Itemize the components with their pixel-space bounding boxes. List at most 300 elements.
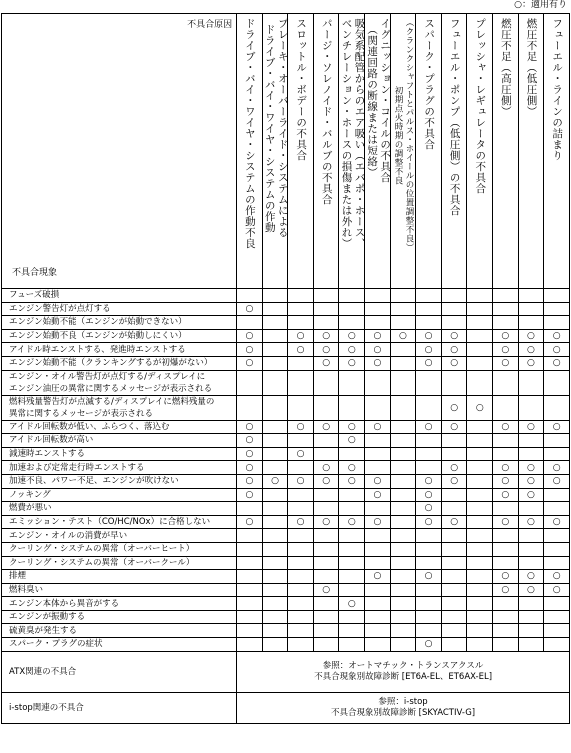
empty-cell: [544, 302, 570, 316]
applicable-mark: ○: [390, 329, 416, 343]
empty-cell: [262, 638, 288, 652]
empty-cell: [262, 502, 288, 516]
empty-cell: [262, 583, 288, 597]
empty-cell: [518, 502, 544, 516]
empty-cell: [365, 289, 391, 303]
empty-cell: [288, 316, 314, 330]
empty-cell: [416, 529, 442, 543]
empty-cell: [365, 597, 391, 611]
empty-cell: [390, 556, 416, 570]
legend: ○：適用有り: [514, 0, 567, 10]
empty-cell: [467, 370, 493, 395]
empty-cell: [390, 289, 416, 303]
applicable-mark: ○: [365, 329, 391, 343]
applicable-mark: ○: [416, 570, 442, 584]
applicable-mark: ○: [493, 343, 519, 357]
symptom-label: [2, 570, 237, 584]
empty-cell: [493, 556, 519, 570]
empty-cell: [313, 502, 339, 516]
empty-cell: [416, 302, 442, 316]
column-header-line: スロットル・ボデーの不具合: [295, 18, 308, 161]
empty-cell: [262, 370, 288, 395]
reference-line: 参照：オートマチック・トランスアクスル: [322, 660, 484, 671]
empty-cell: [339, 447, 365, 461]
empty-cell: [365, 556, 391, 570]
empty-cell: [441, 289, 467, 303]
empty-cell: [390, 302, 416, 316]
applicable-mark: ○: [262, 474, 288, 488]
applicable-mark: ○: [365, 570, 391, 584]
empty-cell: [544, 624, 570, 638]
empty-cell: [262, 515, 288, 529]
empty-cell: [544, 395, 570, 420]
column-header-label: [339, 18, 365, 249]
empty-cell: [544, 542, 570, 556]
empty-cell: [493, 370, 519, 395]
table-row: [2, 434, 570, 448]
empty-cell: [365, 370, 391, 395]
empty-cell: [262, 329, 288, 343]
symptom-label: [2, 624, 237, 638]
applicable-mark: ○: [544, 343, 570, 357]
applicable-mark: ○: [237, 302, 263, 316]
empty-cell: [313, 570, 339, 584]
applicable-mark: ○: [313, 356, 339, 370]
empty-cell: [262, 488, 288, 502]
empty-cell: [518, 370, 544, 395]
symptom-label: [2, 529, 237, 543]
empty-cell: [262, 542, 288, 556]
applicable-mark: ○: [493, 420, 519, 434]
empty-cell: [237, 570, 263, 584]
empty-cell: [467, 610, 493, 624]
column-header-label: [294, 18, 307, 161]
reference-label: ATX関連の不具合: [2, 651, 237, 692]
empty-cell: [467, 556, 493, 570]
empty-cell: [493, 610, 519, 624]
table-row: [2, 556, 570, 570]
applicable-mark: ○: [339, 434, 365, 448]
empty-cell: [467, 597, 493, 611]
empty-cell: [339, 624, 365, 638]
empty-cell: [262, 434, 288, 448]
symptom-label-line: エンジン警告灯が点灯する: [9, 303, 111, 314]
symptom-label-line: ノッキング: [9, 489, 51, 500]
applicable-mark: ○: [416, 502, 442, 516]
column-header-label: [243, 18, 256, 249]
empty-cell: [313, 488, 339, 502]
empty-cell: [237, 556, 263, 570]
applicable-mark: ○: [441, 474, 467, 488]
column-header: [237, 14, 263, 289]
symptom-label: [2, 461, 237, 475]
empty-cell: [313, 370, 339, 395]
applicable-mark: ○: [339, 597, 365, 611]
empty-cell: [365, 447, 391, 461]
table-row: [2, 624, 570, 638]
empty-cell: [416, 289, 442, 303]
applicable-mark: ○: [416, 343, 442, 357]
empty-cell: [365, 434, 391, 448]
applicable-mark: ○: [544, 329, 570, 343]
table-row: [2, 461, 570, 475]
empty-cell: [237, 542, 263, 556]
empty-cell: [416, 370, 442, 395]
empty-cell: [390, 461, 416, 475]
empty-cell: [467, 515, 493, 529]
empty-cell: [467, 447, 493, 461]
symptom-label-line: エンジン始動不能（エンジンが始動できない）: [9, 317, 187, 328]
column-header-line: （クランクシャフトとパルス・ホイールの位置調整不良）: [403, 18, 414, 252]
symptom-label: [2, 488, 237, 502]
column-header-label: [365, 18, 391, 183]
empty-cell: [390, 624, 416, 638]
empty-cell: [390, 395, 416, 420]
applicable-mark: ○: [339, 461, 365, 475]
empty-cell: [262, 597, 288, 611]
applicable-mark: ○: [237, 356, 263, 370]
empty-cell: [467, 343, 493, 357]
column-header-line: ブレーキ・オーバーライド・システムによる: [276, 18, 289, 238]
applicable-mark: ○: [518, 474, 544, 488]
empty-cell: [467, 329, 493, 343]
empty-cell: [416, 624, 442, 638]
applicable-mark: ○: [493, 515, 519, 529]
empty-cell: [467, 502, 493, 516]
column-header-line: ベンチレーション・ホースの損傷または外れ）: [340, 18, 353, 249]
empty-cell: [518, 434, 544, 448]
empty-cell: [390, 447, 416, 461]
empty-cell: [493, 434, 519, 448]
applicable-mark: ○: [237, 329, 263, 343]
empty-cell: [288, 624, 314, 638]
empty-cell: [365, 395, 391, 420]
applicable-mark: ○: [441, 515, 467, 529]
empty-cell: [262, 447, 288, 461]
empty-cell: [339, 316, 365, 330]
empty-cell: [313, 638, 339, 652]
column-header-line: ドライブ・バイ・ワイヤ・システムの作動不良: [243, 18, 256, 249]
empty-cell: [339, 395, 365, 420]
applicable-mark: ○: [365, 343, 391, 357]
empty-cell: [365, 624, 391, 638]
reference-row: [2, 692, 570, 723]
column-header: [339, 14, 365, 289]
column-header-line: 初期点火時期の調整不良: [392, 85, 403, 185]
column-header-line: 燃圧不足（高圧側）: [499, 18, 512, 117]
empty-cell: [365, 302, 391, 316]
empty-cell: [544, 370, 570, 395]
column-header-line: スパーク・プラグの不具合: [423, 18, 436, 150]
symptom-label: [2, 447, 237, 461]
symptom-label-line: 加速不良、パワー不足、エンジンが吹けない: [9, 476, 179, 487]
empty-cell: [313, 542, 339, 556]
empty-cell: [313, 289, 339, 303]
empty-cell: [313, 316, 339, 330]
empty-cell: [441, 542, 467, 556]
applicable-mark: ○: [493, 356, 519, 370]
empty-cell: [441, 610, 467, 624]
empty-cell: [390, 583, 416, 597]
empty-cell: [467, 316, 493, 330]
applicable-mark: ○: [313, 420, 339, 434]
empty-cell: [441, 502, 467, 516]
empty-cell: [237, 316, 263, 330]
applicable-mark: ○: [339, 356, 365, 370]
empty-cell: [416, 316, 442, 330]
empty-cell: [339, 570, 365, 584]
applicable-mark: ○: [441, 356, 467, 370]
empty-cell: [288, 370, 314, 395]
table-row: [2, 343, 570, 357]
empty-cell: [544, 289, 570, 303]
header-row: [2, 14, 570, 289]
empty-cell: [365, 583, 391, 597]
applicable-mark: ○: [544, 474, 570, 488]
column-header: [365, 14, 391, 289]
empty-cell: [313, 434, 339, 448]
empty-cell: [262, 624, 288, 638]
applicable-mark: ○: [544, 570, 570, 584]
applicable-mark: ○: [339, 343, 365, 357]
column-header: [544, 14, 570, 289]
empty-cell: [416, 542, 442, 556]
empty-cell: [262, 529, 288, 543]
empty-cell: [467, 570, 493, 584]
applicable-mark: ○: [313, 329, 339, 343]
empty-cell: [288, 570, 314, 584]
symptom-label: [2, 343, 237, 357]
column-header: [441, 14, 467, 289]
applicable-mark: ○: [416, 329, 442, 343]
symptom-label: [2, 597, 237, 611]
empty-cell: [493, 529, 519, 543]
symptom-label-line: アイドル時エンストする、発進時エンストする: [9, 344, 186, 355]
empty-cell: [416, 583, 442, 597]
applicable-mark: ○: [339, 329, 365, 343]
symptom-label-line: 減速時エンストする: [9, 449, 85, 460]
reference-line: 参照：i-stop: [378, 696, 428, 707]
applicable-mark: ○: [339, 515, 365, 529]
empty-cell: [237, 638, 263, 652]
symptom-label-line: フューズ破損: [9, 290, 60, 301]
empty-cell: [339, 488, 365, 502]
column-header-label: [524, 18, 537, 117]
applicable-mark: ○: [237, 474, 263, 488]
empty-cell: [288, 302, 314, 316]
empty-cell: [544, 447, 570, 461]
empty-cell: [493, 316, 519, 330]
empty-cell: [544, 529, 570, 543]
empty-cell: [518, 447, 544, 461]
symptom-label-line: クーリング・システムの異常（オーバークール）: [9, 557, 195, 568]
applicable-mark: ○: [365, 356, 391, 370]
symptom-label-line: エンジン・オイルの消費が早い: [9, 530, 128, 541]
empty-cell: [467, 583, 493, 597]
symptom-label: [2, 356, 237, 370]
symptom-label: [2, 556, 237, 570]
applicable-mark: ○: [339, 420, 365, 434]
empty-cell: [544, 597, 570, 611]
empty-cell: [390, 570, 416, 584]
applicable-mark: ○: [518, 488, 544, 502]
applicable-mark: ○: [493, 461, 519, 475]
symptom-label: [2, 583, 237, 597]
empty-cell: [288, 583, 314, 597]
empty-cell: [262, 461, 288, 475]
empty-cell: [313, 556, 339, 570]
empty-cell: [237, 583, 263, 597]
empty-cell: [467, 289, 493, 303]
applicable-mark: ○: [237, 434, 263, 448]
table-row: [2, 316, 570, 330]
column-header-line: プレッシャ・レギュレータの不具合: [474, 18, 487, 194]
applicable-mark: ○: [288, 343, 314, 357]
column-header-line: （関連回路の断線または短絡）: [366, 23, 379, 178]
empty-cell: [365, 638, 391, 652]
applicable-mark: ○: [288, 329, 314, 343]
symptom-label-line: 排煙: [9, 571, 27, 582]
empty-cell: [313, 597, 339, 611]
empty-cell: [288, 461, 314, 475]
empty-cell: [416, 395, 442, 420]
table-row: [2, 502, 570, 516]
empty-cell: [262, 343, 288, 357]
applicable-mark: ○: [365, 474, 391, 488]
symptom-label: [2, 434, 237, 448]
empty-cell: [262, 556, 288, 570]
empty-cell: [518, 638, 544, 652]
empty-cell: [467, 461, 493, 475]
empty-cell: [518, 316, 544, 330]
empty-cell: [237, 624, 263, 638]
empty-cell: [313, 447, 339, 461]
empty-cell: [467, 356, 493, 370]
applicable-mark: ○: [493, 488, 519, 502]
empty-cell: [288, 488, 314, 502]
empty-cell: [262, 316, 288, 330]
applicable-mark: ○: [544, 515, 570, 529]
table-row: [2, 570, 570, 584]
column-header-line: フューエル・ラインの詰まり: [551, 18, 564, 161]
empty-cell: [262, 395, 288, 420]
table-row: [2, 542, 570, 556]
applicable-mark: ○: [237, 488, 263, 502]
empty-cell: [313, 302, 339, 316]
empty-cell: [493, 502, 519, 516]
symptom-label: [2, 370, 237, 395]
applicable-mark: ○: [518, 461, 544, 475]
symptom-label-line: クーリング・システムの異常（オーバーヒート）: [9, 544, 195, 555]
empty-cell: [416, 461, 442, 475]
empty-cell: [390, 597, 416, 611]
applicable-mark: ○: [544, 420, 570, 434]
empty-cell: [544, 488, 570, 502]
reference-line: 不具合現象別故障診断 [ET6A-EL、ET6AX-EL]: [314, 671, 493, 682]
symptom-label-line: エンジン始動不能（クランキングするが初爆がない）: [9, 358, 213, 369]
table-row: [2, 302, 570, 316]
applicable-mark: ○: [339, 474, 365, 488]
symptom-label-line: 燃料残量警告灯が点滅する/ディスプレイに燃料残量の: [9, 396, 215, 407]
table-row: [2, 447, 570, 461]
symptom-label-line: エミッション・テスト（CO/HC/NOx）に合格しない: [9, 517, 211, 528]
applicable-mark: ○: [493, 583, 519, 597]
applicable-mark: ○: [365, 488, 391, 502]
table-row: [2, 289, 570, 303]
empty-cell: [441, 597, 467, 611]
column-header-label: [499, 18, 512, 117]
empty-cell: [339, 289, 365, 303]
symptom-label: [2, 542, 237, 556]
table-row: [2, 597, 570, 611]
column-header-line: イグニッション・コイルの不具合: [379, 18, 392, 183]
symptom-label: [2, 329, 237, 343]
empty-cell: [441, 302, 467, 316]
applicable-mark: ○: [544, 356, 570, 370]
empty-cell: [365, 610, 391, 624]
reference-row: [2, 651, 570, 692]
table-row: [2, 529, 570, 543]
empty-cell: [467, 434, 493, 448]
empty-cell: [262, 420, 288, 434]
applicable-mark: ○: [544, 461, 570, 475]
empty-cell: [237, 610, 263, 624]
empty-cell: [237, 529, 263, 543]
empty-cell: [467, 529, 493, 543]
applicable-mark: ○: [416, 356, 442, 370]
empty-cell: [493, 447, 519, 461]
empty-cell: [390, 542, 416, 556]
empty-cell: [288, 542, 314, 556]
empty-cell: [390, 356, 416, 370]
applicable-mark: ○: [518, 515, 544, 529]
empty-cell: [518, 624, 544, 638]
column-header-line: 吸気系配管からのエア吸い（エバポ・ホース、: [353, 18, 366, 249]
column-header-label: [263, 18, 289, 238]
symptom-label-line: アイドル回転数が低い、ふらつく、落込む: [9, 421, 170, 432]
empty-cell: [288, 610, 314, 624]
applicable-mark: ○: [288, 515, 314, 529]
column-header: [416, 14, 442, 289]
empty-cell: [288, 356, 314, 370]
symptom-label: [2, 420, 237, 434]
empty-cell: [441, 556, 467, 570]
empty-cell: [339, 370, 365, 395]
empty-cell: [390, 515, 416, 529]
applicable-mark: ○: [288, 474, 314, 488]
symptom-label-line: エンジン・オイル警告灯が点灯する/ディスプレイに: [9, 371, 206, 382]
symptom-label: [2, 395, 237, 420]
symptom-label: [2, 302, 237, 316]
symptom-label-line: エンジン始動不良（エンジンが始動しにくい）: [9, 331, 187, 342]
empty-cell: [467, 624, 493, 638]
column-header: [493, 14, 519, 289]
table-row: [2, 638, 570, 652]
empty-cell: [339, 556, 365, 570]
empty-cell: [262, 356, 288, 370]
empty-cell: [441, 447, 467, 461]
table-row: [2, 395, 570, 420]
applicable-mark: ○: [237, 447, 263, 461]
empty-cell: [416, 447, 442, 461]
empty-cell: [365, 316, 391, 330]
column-header-label: [550, 18, 563, 161]
applicable-mark: ○: [313, 583, 339, 597]
empty-cell: [518, 556, 544, 570]
empty-cell: [390, 343, 416, 357]
empty-cell: [390, 610, 416, 624]
applicable-mark: ○: [288, 420, 314, 434]
